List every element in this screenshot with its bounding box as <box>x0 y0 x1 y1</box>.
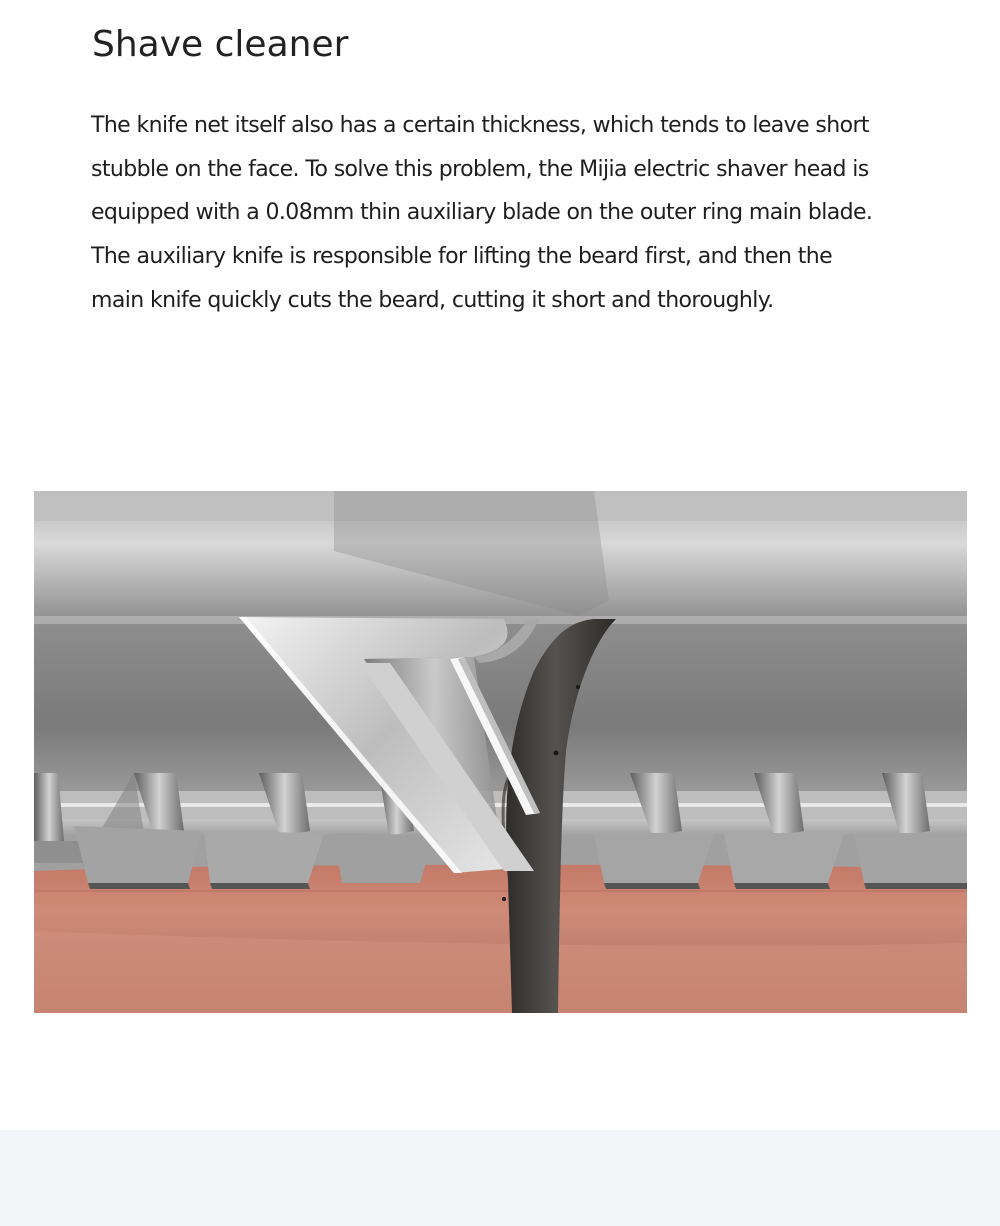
description-line: equipped with a 0.08mm thin auxiliary blade on the outer ring main blade. <box>91 200 873 226</box>
description-line: The auxiliary knife is responsible for lifting the beard first, and then the <box>91 244 833 270</box>
description-line: main knife quickly cuts the beard, cutting it short and thoroughly. <box>91 287 774 313</box>
blade-cross-section-graphic <box>34 491 967 1013</box>
section-title: Shave cleaner <box>92 24 349 65</box>
blade-illustration <box>34 491 967 1013</box>
description-line: The knife net itself also has a certain thickness, which tends to leave short <box>91 113 869 138</box>
section-description <box>91 104 971 323</box>
description-line: stubble on the face. To solve this problem, the Mijia electric shaver head is <box>91 156 869 182</box>
footer-band <box>0 1130 1000 1226</box>
